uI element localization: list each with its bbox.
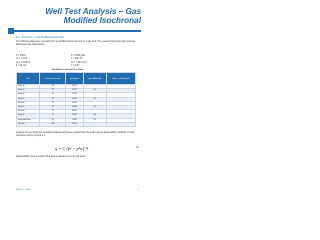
table-cell: 1952: [66, 85, 83, 89]
table-cell: 1870: [66, 101, 83, 105]
param-row: [16, 65, 126, 68]
param-item: h = 100 ft: [16, 55, 26, 57]
deliverability-equation: q = C (p̄² − p²wf )ⁿ: [55, 146, 89, 151]
param-item: rw = 0.33 ft: [16, 58, 28, 61]
param-item: p̄ = 1500 psia: [71, 55, 85, 57]
table-cell: 2.6: [83, 89, 106, 93]
table-cell: 1700: [66, 97, 83, 101]
page-title-line1: Well Test Analysis – Gas: [45, 7, 141, 16]
table-cell: 20: [40, 85, 66, 89]
table-cell: 12: [40, 101, 66, 105]
param-item: μg = 0.015 cp: [16, 61, 31, 64]
table-cell: Shut-in: [17, 101, 40, 105]
table-cell: 3.3: [83, 97, 106, 101]
table-header-row: [17, 73, 136, 85]
test-data-table: [16, 72, 136, 127]
table-cell: 1800: [66, 110, 83, 114]
table-caption: Modified Isochronal Test Data: [52, 69, 83, 71]
param-item: z = 0.87: [71, 64, 80, 67]
param-item: cti = 1.0E-4 psi⁻¹: [71, 61, 89, 64]
param-item: k = 20 md: [16, 64, 27, 67]
section-title: Example – Gas Modified Isochronal: [22, 36, 64, 39]
analysis-paragraph: Analyse the test using the simplified analysis technique to determine the well's current deliverability coefficient C and turbulence factor exponent n.: [16, 132, 135, 137]
table-cell: Shut-in: [17, 110, 40, 114]
param-item: T = 600 °R: [71, 58, 83, 61]
table-cell: Shut-in: [17, 85, 40, 89]
table-cell: 1952: [66, 93, 83, 97]
column-header: Duration (hours): [40, 73, 66, 85]
table-cell: 1952: [66, 122, 83, 126]
table-row: [17, 122, 136, 126]
table-cell: 81: [40, 118, 66, 122]
table-cell: 5.0: [83, 105, 106, 109]
parameter-list: [16, 55, 126, 68]
table-cell: 12: [40, 110, 66, 114]
table-cell: Flow 2: [17, 97, 40, 101]
table-cell: Flow 3: [17, 105, 40, 109]
table-cell: 12: [40, 114, 66, 118]
footer-date: March 1, 2018: [16, 189, 30, 191]
header-divider: [14, 30, 141, 32]
table-cell: Extended flow: [17, 118, 40, 122]
column-header: pwf (psia): [66, 73, 83, 85]
table-cell: 1540: [66, 114, 83, 118]
table-cell: 1761: [66, 89, 83, 93]
curve-paragraph: Deliverability curve is a plot of the above equation on a log-log scale.: [16, 156, 86, 158]
table-cell: 12: [40, 97, 66, 101]
table-cell: 12: [40, 89, 66, 93]
table-cell: [106, 122, 135, 126]
table-cell: 12: [40, 105, 66, 109]
equation-number: (1): [136, 147, 139, 149]
table-cell: 100: [40, 122, 66, 126]
section-heading: [16, 36, 63, 39]
column-header: p²ws − p²wf (psia²): [106, 73, 135, 85]
table-cell: 4.5: [83, 118, 106, 122]
intro-paragraph: The following data were recorded from a modified isochronal test on a gas well. The reservoir fluid properties and test parameters are listed below.: [16, 41, 136, 46]
page-number: 1: [137, 189, 139, 191]
table-cell: 12: [40, 93, 66, 97]
column-header: Test: [17, 73, 40, 85]
column-header: qsc (MMscf/d): [83, 73, 106, 85]
table-cell: Shut-in: [17, 122, 40, 126]
table-cell: 1300: [66, 118, 83, 122]
table-cell: [83, 122, 106, 126]
table-cell: Flow 4: [17, 114, 40, 118]
table-cell: Flow 1: [17, 89, 40, 93]
section-number: 1.1: [16, 36, 20, 39]
title-block: [45, 7, 141, 25]
page-title-line2: Modified Isochronal: [63, 16, 141, 25]
table-cell: 1630: [66, 105, 83, 109]
table-cell: 6.3: [83, 114, 106, 118]
table-cell: Shut-in: [17, 93, 40, 97]
